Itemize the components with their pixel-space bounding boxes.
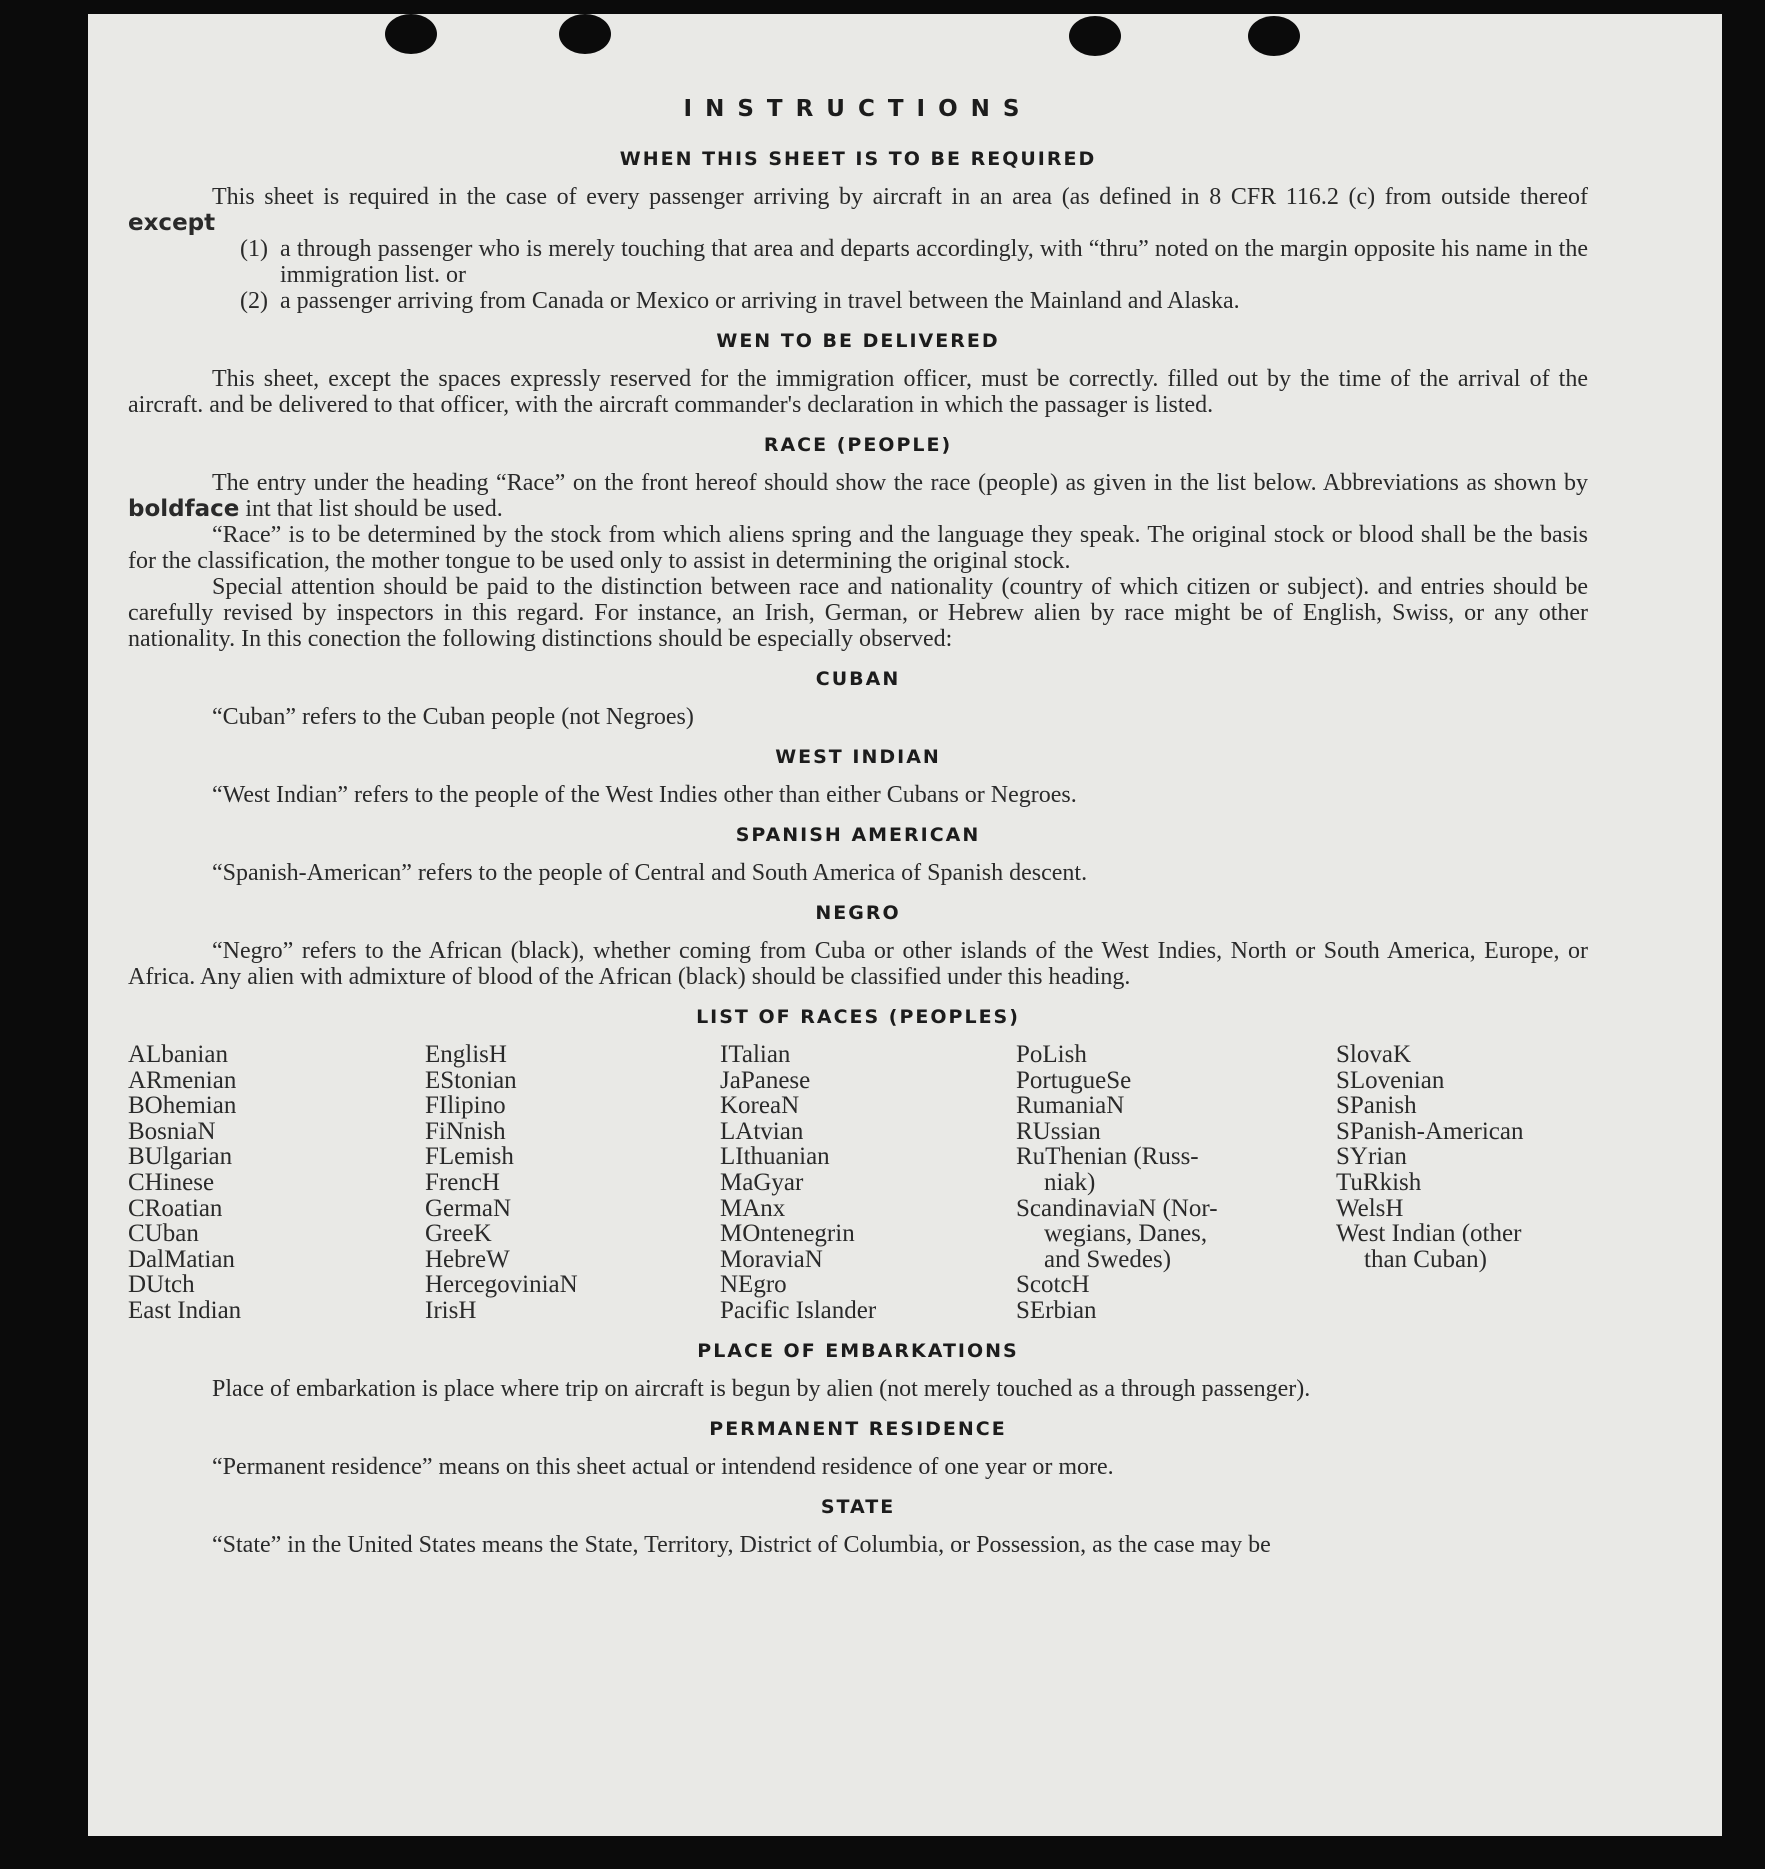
race-entry: IrisH xyxy=(425,1296,477,1324)
race-entry: HercegoviniaN xyxy=(425,1271,578,1299)
exception-item xyxy=(128,236,1588,288)
punch-hole xyxy=(1069,16,1121,56)
race-entry: CHinese xyxy=(128,1168,215,1196)
race-entry: MoraviaN xyxy=(720,1245,823,1273)
page-title: INSTRUCTIONS xyxy=(683,96,1033,122)
delivered-paragraph: This sheet, except the spaces expressly reserved for the immigration officer, must be correctly. filled out by the time of the arrival of the aircraft. and be delivered to that officer, with the aircraft commander's declaration in which the passager is listed. xyxy=(128,366,1588,418)
race-entry: GermaN xyxy=(425,1194,512,1222)
race-entry: ARmenian xyxy=(128,1066,237,1094)
race-entry-continuation: niak) xyxy=(1044,1168,1096,1196)
section-heading-race-list: LIST OF RACES (PEOPLES) xyxy=(696,1006,1020,1028)
race-paragraph-2: “Race” is to be determined by the stock from which aliens spring and the language they speak. The original stock or blood shall be the basis for the classification, the mother tongue to be used only to assist in determining the original stock. xyxy=(128,522,1588,574)
race-entry: FrencH xyxy=(425,1168,500,1196)
race-entry: NEgro xyxy=(720,1271,787,1299)
race-entry: DUtch xyxy=(128,1271,195,1299)
race-entry: ALbanian xyxy=(128,1041,228,1068)
race-entry: DalMatian xyxy=(128,1245,235,1273)
race-p1-start: The entry under the heading “Race” on the front hereof should show the race (people) as given in the list below. Abbreviations as shown by xyxy=(212,470,1588,496)
race-entry: TuRkish xyxy=(1336,1168,1422,1196)
document-content xyxy=(128,96,1588,1558)
race-entry: SLovenian xyxy=(1336,1066,1445,1094)
race-entry: MAnx xyxy=(720,1194,786,1222)
race-entry: SPanish-American xyxy=(1336,1117,1524,1145)
race-entry: RUssian xyxy=(1016,1117,1101,1145)
race-entry: PoLish xyxy=(1016,1041,1087,1068)
race-entry: WelsH xyxy=(1336,1194,1404,1222)
race-entry: RumaniaN xyxy=(1016,1092,1125,1120)
section-heading-required: WHEN THIS SHEET IS TO BE REQUIRED xyxy=(619,148,1097,170)
section-heading-embarkation: PLACE OF EMBARKATIONS xyxy=(697,1339,1019,1362)
item-number: (2) xyxy=(240,288,268,314)
race-entry-continuation: and Swedes) xyxy=(1044,1245,1172,1273)
race-entry: MOntenegrin xyxy=(720,1220,855,1248)
exception-item xyxy=(128,288,1588,314)
race-entry: East Indian xyxy=(128,1296,242,1324)
embarkation-paragraph: Place of embarkation is place where trip on aircraft is begun by alien (not merely touched as a through passenger). xyxy=(212,1375,1311,1402)
race-entry: HebreW xyxy=(425,1245,510,1273)
section-heading-race: RACE (PEOPLE) xyxy=(763,434,953,456)
race-paragraph-1 xyxy=(128,470,1588,522)
item-text: a through passenger who is merely touching that area and departs accordingly, with “thru” noted on the margin opposite his name in the immigration list. or xyxy=(280,236,1588,288)
west-indian-paragraph: “West Indian” refers to the people of the West Indies other than either Cubans or Negroes. xyxy=(212,782,1077,808)
race-entry: SlovaK xyxy=(1336,1041,1411,1068)
residence-paragraph: “Permanent residence” means on this sheet actual or intendend residence of one year or more. xyxy=(212,1453,1114,1480)
race-entry: PortugueSe xyxy=(1016,1066,1132,1094)
section-heading-state: STATE xyxy=(820,1495,896,1518)
race-entry: CRoatian xyxy=(128,1194,223,1222)
cuban-paragraph: “Cuban” refers to the Cuban people (not Negroes) xyxy=(212,704,694,730)
race-column-3 xyxy=(720,1042,1016,1324)
required-paragraph xyxy=(128,184,1588,236)
race-column-1 xyxy=(128,1042,425,1324)
item-number: (1) xyxy=(240,236,268,262)
punch-hole xyxy=(559,14,611,54)
race-entry: EStonian xyxy=(425,1066,517,1094)
race-entry: RuThenian (Russ- xyxy=(1016,1143,1199,1171)
document-page xyxy=(88,14,1722,1836)
punch-hole xyxy=(385,14,437,54)
race-entry: FLemish xyxy=(425,1143,514,1171)
race-entry: ITalian xyxy=(720,1041,791,1068)
section-heading-west-indian: WEST INDIAN xyxy=(775,746,941,768)
race-entry: FiNnish xyxy=(425,1117,506,1145)
race-entry: LIthuanian xyxy=(720,1143,830,1171)
race-entry: ScandinaviaN (Nor- xyxy=(1016,1194,1218,1222)
race-entry: SErbian xyxy=(1016,1296,1097,1324)
race-entry: Pacific Islander xyxy=(720,1296,877,1324)
race-entry: MaGyar xyxy=(720,1168,804,1196)
race-entry: ScotcH xyxy=(1016,1271,1090,1299)
race-column-2 xyxy=(425,1042,720,1324)
race-column-4 xyxy=(1016,1042,1336,1324)
race-entry: JaPanese xyxy=(720,1066,811,1094)
race-entry: SPanish xyxy=(1336,1092,1417,1120)
section-heading-negro: NEGRO xyxy=(815,902,901,924)
boldface-keyword: boldface xyxy=(128,496,240,522)
race-entry: West Indian (other xyxy=(1336,1220,1522,1248)
negro-paragraph: “Negro” refers to the African (black), whether coming from Cuba or other islands of the West Indies, North or South America, Europe, or Africa. Any alien with admixture of blood of the African (black) should be classified under this heading. xyxy=(128,938,1588,990)
section-heading-residence: PERMANENT RESIDENCE xyxy=(709,1417,1007,1440)
race-p1-end: int that list should be used. xyxy=(245,496,503,522)
race-entry: EnglisH xyxy=(425,1041,507,1068)
item-text: a passenger arriving from Canada or Mexico or arriving in travel between the Mainland and Alaska. xyxy=(280,288,1240,314)
race-entry: CUban xyxy=(128,1220,199,1248)
except-keyword: except xyxy=(128,210,216,236)
state-paragraph: “State” in the United States means the State, Territory, District of Columbia, or Possession, as the case may be xyxy=(212,1531,1271,1558)
required-intro: This sheet is required in the case of every passenger arriving by aircraft in an area (as defined in 8 CFR 116.2 (c) from outside thereof xyxy=(212,184,1588,210)
section-heading-spanish-american: SPANISH AMERICAN xyxy=(735,824,981,846)
punch-hole xyxy=(1248,16,1300,56)
race-entry: SYrian xyxy=(1336,1143,1407,1171)
race-paragraph-3: Special attention should be paid to the distinction between race and nationality (country of which citizen or subject). and entries should be carefully revised by inspectors in this regard. For instance, an Irish, German, or Hebrew alien by race might be of English, Swiss, or any other nationality. In this conection the following distinctions should be especially observed: xyxy=(128,574,1588,652)
race-column-5 xyxy=(1336,1042,1586,1324)
race-entry-continuation: than Cuban) xyxy=(1364,1245,1487,1273)
section-heading-cuban: CUBAN xyxy=(815,668,901,690)
section-heading-delivered: WEN TO BE DELIVERED xyxy=(716,330,1000,352)
race-entry-continuation: wegians, Danes, xyxy=(1044,1220,1208,1248)
race-entry: KoreaN xyxy=(720,1092,800,1120)
race-entry: BosniaN xyxy=(128,1117,216,1145)
race-entry: FIlipino xyxy=(425,1092,506,1120)
race-entry: BUlgarian xyxy=(128,1143,233,1171)
spanish-american-paragraph: “Spanish-American” refers to the people of Central and South America of Spanish descent. xyxy=(212,860,1088,886)
race-entry: BOhemian xyxy=(128,1092,237,1120)
race-entry: GreeK xyxy=(425,1220,492,1248)
race-list xyxy=(128,1042,1588,1324)
race-entry: LAtvian xyxy=(720,1117,804,1145)
